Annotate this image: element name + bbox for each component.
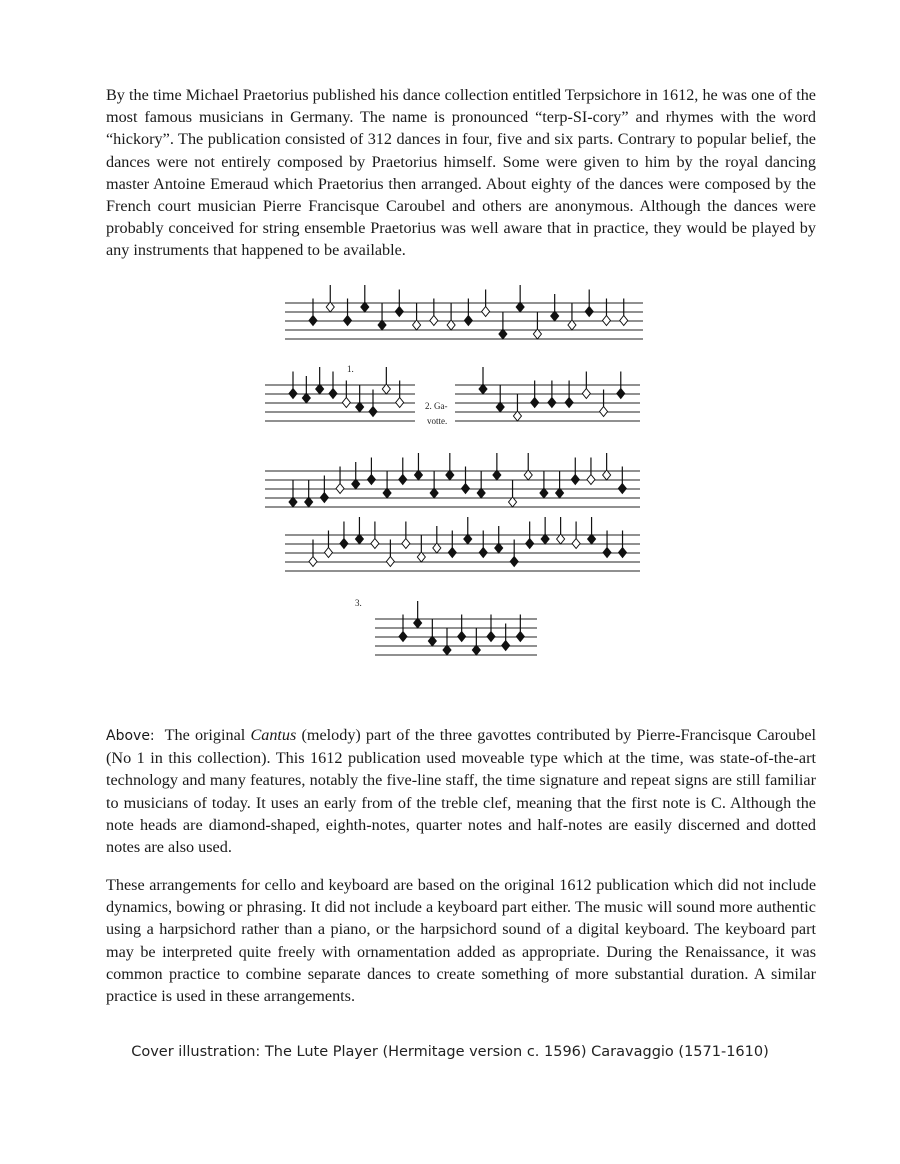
note-head [462,484,470,494]
caption-label: Above: [106,728,155,744]
note-head [430,316,438,326]
note-head [600,407,608,417]
cantus-score-image [255,283,650,683]
note-head [587,475,595,485]
note-head [329,389,337,399]
note-head [342,398,350,408]
note-head [399,475,407,485]
arrangements-paragraph: These arrangements for cello and keyboard are based on the original 1612 publication which did not include dynamics, bowing or phrasing. It did not include a keyboard part either. The music will sound more authentic using a harpsichord rather than a piano, or the harpsichord sound of a digital keyboard. The keyboard part may be interpreted quite freely with ornamentation added as appropriate. During the Renaissance, it was common practice to combine separate dances to create something of more substantial duration. A similar practice is used in these arrangements. [106,876,816,1006]
cover-illustration-credit: Cover illustration: The Lute Player (Hermitage version c. 1596) Caravaggio (1571-1610) [131,1044,769,1060]
score-label-1: 1. [347,364,354,374]
note-head [309,557,317,567]
note-head [289,389,297,399]
note-head [603,548,611,558]
note-head [585,307,593,317]
note-head [309,316,317,326]
caption-italic-term: Cantus [250,726,297,744]
score-label-gavotte-2b: votte. [427,416,448,426]
note-head [582,389,590,399]
note-head [619,548,627,558]
note-head [395,307,403,317]
note-head [510,557,518,567]
note-head [320,493,328,503]
note-head [402,539,410,549]
score-label-3: 3. [355,598,362,608]
caption-text-start: The original [164,726,246,744]
note-head [572,539,580,549]
note-head [617,389,625,399]
note-head [487,632,495,642]
note-head [618,484,626,494]
note-head [399,632,407,642]
note-head [371,539,379,549]
note-head [324,548,332,558]
note-head [336,484,344,494]
note-head [526,539,534,549]
note-head [386,557,394,567]
score-label-gavotte-2a: 2. Ga- [425,401,448,411]
intro-paragraph: By the time Michael Praetorius published his dance collection entitled Terpsichore in 1612, he was one of the most famous musicians in Germany. The name is pronounced “terp-SI-cory” and rhymes with the word “hickory”. The publication consisted of 312 dances in four, five and six parts. Contrary to popular belief, the dances were not entirely composed by Praetorius himself. Some were given to him by the royal dancing master Antoine Emeraud which Praetorius then arranged. About eighty of the dances were composed by the French court musician Pierre Francisque Caroubel and others are anonymous. Although the dances were probably conceived for string ensemble Praetorius was well aware that in practice, they would be played by any instruments that happened to be available. [106,86,816,260]
note-head [602,316,610,326]
note-head [565,398,573,408]
note-head [448,548,456,558]
note-head [482,307,490,317]
note-head [396,398,404,408]
note-head [531,398,539,408]
note-head [620,316,628,326]
figure-caption [106,724,816,858]
note-head [344,316,352,326]
note-head [369,407,377,417]
note-head [458,632,466,642]
caption-text-rest: (melody) part of the three gavottes contributed by Pierre-Francisque Caroubel (No 1 in this collection). This 1612 publication used moveable type which at the time, was state-of-the-art technology and many features, notably the five-line staff, the time signature and repeat signs are still familiar to musicians of today. It uses an early from of the treble clef, meaning that the first note is C. Although the note heads are diamond-shaped, eighth-notes, quarter notes and half-notes are easily discerned and dotted notes are also used. [106,726,817,857]
note-head [367,475,375,485]
note-head [516,632,524,642]
note-head [548,398,556,408]
note-head [340,539,348,549]
note-head [479,548,487,558]
note-head [571,475,579,485]
note-head [464,316,472,326]
note-head [502,641,510,651]
